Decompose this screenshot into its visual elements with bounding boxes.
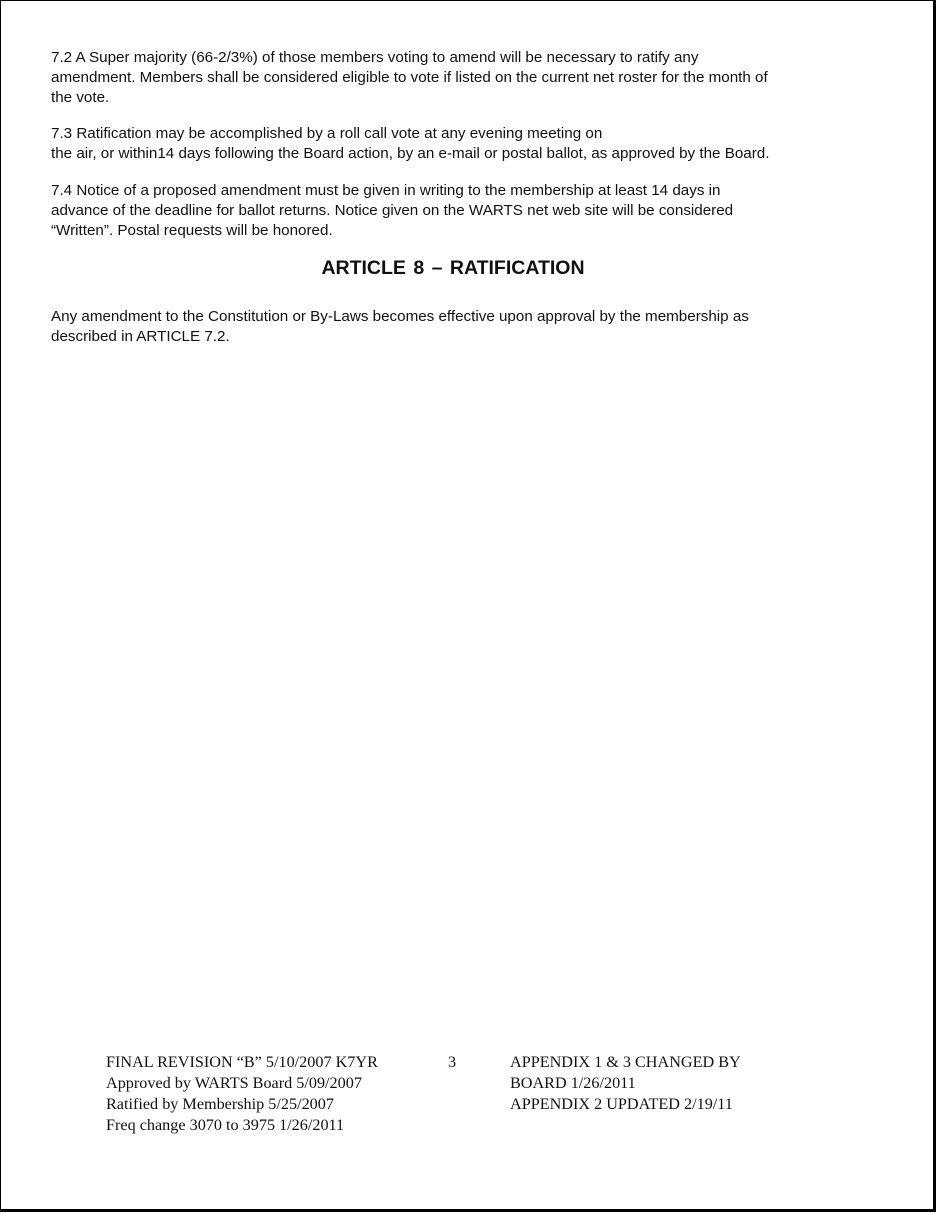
footer-approved-line: Approved by WARTS Board 5/09/2007 (106, 1074, 362, 1092)
page-number: 3 (448, 1053, 457, 1071)
section-7-4-paragraph: 7.4 Notice of a proposed amendment must be given in writing to the membership at least 14 days in advance of the deadline for ballot returns. Notice given on the WARTS net web site will be considered “Written”. Postal requests will be honored. (51, 182, 734, 239)
footer-freq-line: Freq change 3070 to 3975 1/26/2011 (106, 1116, 345, 1134)
section-7-3-paragraph: 7.3 Ratification may be accomplished by a roll call vote at any evening meeting on the air, or within14 days following the Board action, by an e-mail or postal ballot, as approved by the Board. (51, 125, 770, 162)
section-7-2-paragraph: 7.2 A Super majority (66-2/3%) of those members voting to amend will be necessary to ratify any amendment. Members shall be considered eligible to vote if listed on the current net roster for the month of the vote. (51, 49, 768, 106)
footer-appendix-line-1: APPENDIX 1 & 3 CHANGED BY (510, 1053, 741, 1071)
footer-appendix-line-2: BOARD 1/26/2011 (510, 1074, 636, 1092)
article-8-paragraph: Any amendment to the Constitution or By-Laws becomes effective upon approval by the membership as described in ARTICLE 7.2. (51, 308, 749, 345)
footer-revision-line: FINAL REVISION “B” 5/10/2007 K7YR (106, 1053, 378, 1071)
footer-appendix-info (510, 1052, 741, 1115)
footer-ratified-line: Ratified by Membership 5/25/2007 (106, 1095, 334, 1113)
footer-revision-info (106, 1052, 378, 1136)
footer-appendix-line-3: APPENDIX 2 UPDATED 2/19/11 (510, 1095, 733, 1113)
article-8-heading: ARTICLE 8 – RATIFICATION (321, 257, 585, 279)
